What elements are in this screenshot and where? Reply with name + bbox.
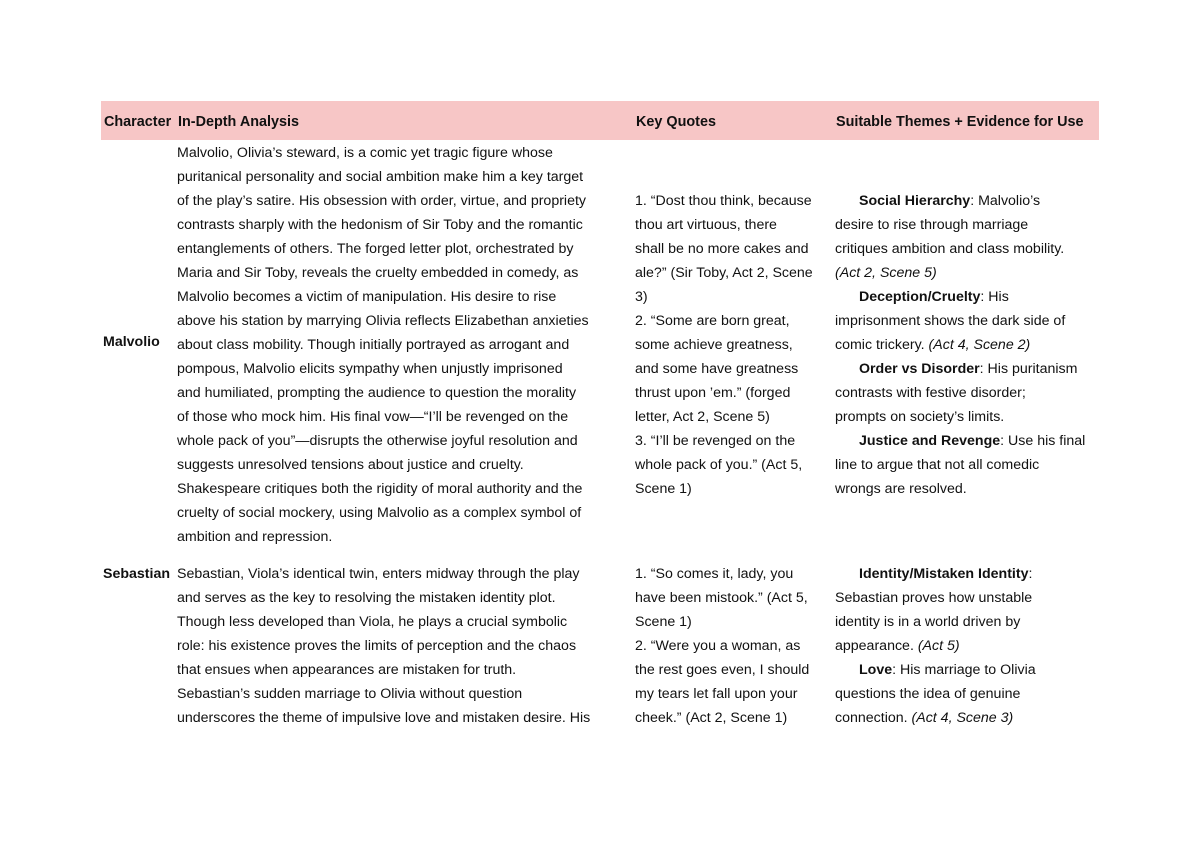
header-themes: Suitable Themes + Evidence for Use	[836, 114, 1084, 130]
quote-line: 3. “I’ll be revenged on the	[635, 433, 796, 449]
analysis-line: Shakespeare critiques both the rigidity of moral authority and the	[177, 481, 583, 497]
theme-reference: (Act 4, Scene 3)	[911, 710, 1014, 726]
quote-line: some achieve greatness,	[635, 337, 793, 353]
quote-line: my tears let fall upon your	[635, 686, 798, 702]
quote-line: the rest goes even, I should	[635, 662, 810, 678]
theme-text: : His marriage to Olivia	[892, 662, 1036, 678]
theme-line	[835, 453, 1085, 477]
theme-text: connection.	[835, 710, 912, 726]
analysis-line: Malvolio, Olivia’s steward, is a comic yet tragic figure whose	[177, 145, 553, 161]
quote-line: shall be no more cakes and	[635, 241, 809, 257]
analysis-line: Malvolio becomes a victim of manipulation. His desire to rise	[177, 289, 557, 305]
character-name: Sebastian	[103, 566, 171, 582]
theme-title: Deception/Cruelty	[859, 289, 981, 305]
quote-line: ale?” (Sir Toby, Act 2, Scene	[635, 265, 813, 281]
theme-line	[835, 610, 1036, 634]
analysis-line: pompous, Malvolio elicits sympathy when unjustly imprisoned	[177, 361, 563, 377]
analysis-line: role: his existence proves the limits of perception and the chaos	[177, 638, 577, 654]
analysis-line: that ensues when appearances are mistaken for truth.	[177, 662, 517, 678]
analysis-line: above his station by marrying Olivia reflects Elizabethan anxieties	[177, 313, 589, 329]
analysis-line: Sebastian’s sudden marriage to Olivia without question	[177, 686, 523, 702]
quote-line: letter, Act 2, Scene 5)	[635, 409, 770, 425]
themes-cell	[835, 189, 1085, 501]
theme-text: questions the idea of genuine	[835, 686, 1021, 702]
quote-line: cheek.” (Act 2, Scene 1)	[635, 710, 788, 726]
theme-title: Social Hierarchy	[859, 193, 971, 209]
theme-line	[835, 586, 1036, 610]
analysis-line: entanglements of others. The forged letter plot, orchestrated by	[177, 241, 574, 257]
analysis-line: ambition and repression.	[177, 529, 333, 545]
theme-line	[835, 213, 1085, 237]
theme-line	[835, 706, 1036, 730]
theme-line	[835, 381, 1085, 405]
quote-line: 3)	[635, 289, 648, 305]
theme-text: imprisonment shows the dark side of	[835, 313, 1066, 329]
quotes-cell	[635, 562, 809, 730]
theme-line	[835, 261, 1085, 285]
quotes-cell	[635, 189, 813, 501]
theme-text: prompts on society’s limits.	[835, 409, 1005, 425]
analysis-line: of those who mock him. His final vow—“I’ll be revenged on the	[177, 409, 569, 425]
quote-line: Scene 1)	[635, 481, 692, 497]
analysis-line: underscores the theme of impulsive love and mistaken desire. His	[177, 710, 591, 726]
analysis-line: puritanical personality and social ambition make him a key target	[177, 169, 584, 185]
theme-line	[835, 658, 1036, 682]
analysis-line: Though less developed than Viola, he plays a crucial symbolic	[177, 614, 568, 630]
quote-line: 1. “So comes it, lady, you	[635, 566, 794, 582]
table-header	[101, 101, 1099, 140]
theme-text: appearance.	[835, 638, 918, 654]
theme-text: Sebastian proves how unstable	[835, 590, 1033, 606]
theme-text: : His puritanism	[979, 361, 1078, 377]
quote-line: 1. “Dost thou think, because	[635, 193, 812, 209]
theme-line	[835, 682, 1036, 706]
theme-reference: (Act 4, Scene 2)	[928, 337, 1031, 353]
quote-line: and some have greatness	[635, 361, 799, 377]
theme-line	[835, 405, 1085, 429]
quote-line: 2. “Some are born great,	[635, 313, 790, 329]
theme-text: comic trickery.	[835, 337, 929, 353]
theme-line	[835, 237, 1085, 261]
theme-line	[835, 562, 1036, 586]
theme-text: : Use his final	[1000, 433, 1086, 449]
theme-line	[835, 429, 1085, 453]
quote-line: have been mistook.” (Act 5,	[635, 590, 808, 606]
quote-line: thrust upon ’em.” (forged	[635, 385, 791, 401]
analysis-line: and serves as the key to resolving the mistaken identity plot.	[177, 590, 556, 606]
theme-text: contrasts with festive disorder;	[835, 385, 1026, 401]
analysis-line: cruelty of social mockery, using Malvolio as a complex symbol of	[177, 505, 582, 521]
analysis-line: and humiliated, prompting the audience to question the morality	[177, 385, 577, 401]
theme-text: identity is in a world driven by	[835, 614, 1021, 630]
theme-text: wrongs are resolved.	[835, 481, 967, 497]
theme-text: critiques ambition and class mobility.	[835, 241, 1065, 257]
theme-title: Love	[859, 662, 893, 678]
theme-text: : Malvolio’s	[970, 193, 1041, 209]
theme-line	[835, 309, 1085, 333]
analysis-line: about class mobility. Though initially portrayed as arrogant and	[177, 337, 570, 353]
analysis-line: of the play’s satire. His obsession with order, virtue, and propriety	[177, 193, 587, 209]
theme-text: : His	[980, 289, 1009, 305]
header-analysis: In-Depth Analysis	[178, 114, 300, 130]
theme-line	[835, 357, 1085, 381]
header-key-quotes: Key Quotes	[636, 114, 716, 130]
theme-line	[835, 285, 1085, 309]
quote-line: thou art virtuous, there	[635, 217, 777, 233]
theme-title: Justice and Revenge	[859, 433, 1001, 449]
analysis-line: Maria and Sir Toby, reveals the cruelty embedded in comedy, as	[177, 265, 579, 281]
theme-line	[835, 189, 1085, 213]
analysis-cell	[177, 141, 589, 549]
theme-title: Identity/Mistaken Identity	[859, 566, 1029, 582]
theme-text: desire to rise through marriage	[835, 217, 1029, 233]
theme-reference: (Act 5)	[917, 638, 960, 654]
theme-line	[835, 477, 1085, 501]
analysis-line: suggests unresolved tensions about justice and cruelty.	[177, 457, 524, 473]
analysis-cell	[177, 562, 590, 730]
theme-line	[835, 634, 1036, 658]
theme-reference: (Act 2, Scene 5)	[835, 265, 937, 281]
quote-line: 2. “Were you a woman, as	[635, 638, 801, 654]
theme-text: :	[1028, 566, 1033, 582]
quote-line: Scene 1)	[635, 614, 692, 630]
analysis-line: contrasts sharply with the hedonism of Sir Toby and the romantic	[177, 217, 583, 233]
theme-text: line to argue that not all comedic	[835, 457, 1040, 473]
theme-title: Order vs Disorder	[859, 361, 980, 377]
header-character: Character	[104, 114, 172, 130]
character-name: Malvolio	[103, 334, 160, 350]
themes-cell	[835, 562, 1036, 730]
quote-line: whole pack of you.” (Act 5,	[635, 457, 803, 473]
analysis-line: Sebastian, Viola’s identical twin, enters midway through the play	[177, 566, 580, 582]
theme-line	[835, 333, 1085, 357]
analysis-line: whole pack of you”—disrupts the otherwise joyful resolution and	[177, 433, 578, 449]
